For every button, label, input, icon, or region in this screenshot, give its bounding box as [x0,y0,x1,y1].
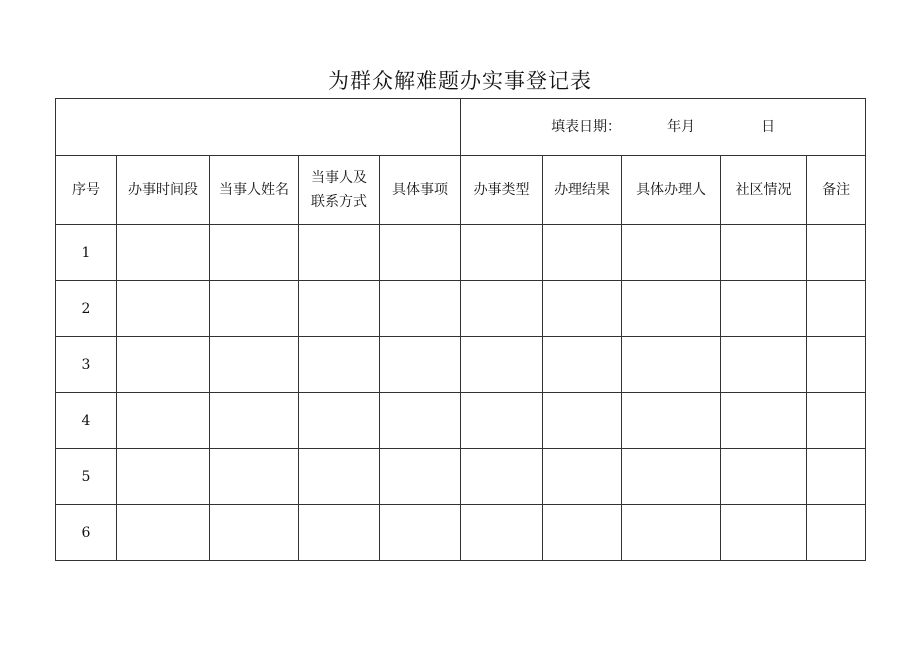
cell-contact[interactable] [299,337,380,393]
cell-community[interactable] [721,337,807,393]
cell-community[interactable] [721,505,807,561]
table-row [56,505,866,561]
cell-name[interactable] [210,337,299,393]
cell-note[interactable] [807,337,866,393]
header-community: 社区情况 [721,156,807,225]
row-number: 4 [56,393,117,449]
cell-contact[interactable] [299,449,380,505]
cell-item[interactable] [380,281,461,337]
cell-type[interactable] [461,505,543,561]
header-result: 办理结果 [543,156,622,225]
cell-community[interactable] [721,393,807,449]
header-note: 备注 [807,156,866,225]
cell-type[interactable] [461,449,543,505]
cell-result[interactable] [543,505,622,561]
cell-name[interactable] [210,225,299,281]
cell-result[interactable] [543,225,622,281]
cell-handler[interactable] [622,225,721,281]
header-contact-line1: 当事人及 [311,170,367,186]
fill-date-year-month: 年月 [667,119,696,135]
header-time: 办事时间段 [117,156,210,225]
cell-note[interactable] [807,393,866,449]
cell-result[interactable] [543,393,622,449]
cell-result[interactable] [543,337,622,393]
cell-item[interactable] [380,505,461,561]
row-number: 3 [56,337,117,393]
row-number: 2 [56,281,117,337]
cell-name[interactable] [210,393,299,449]
cell-time[interactable] [117,337,210,393]
header-type: 办事类型 [461,156,543,225]
table-row [56,225,866,281]
cell-time[interactable] [117,449,210,505]
fill-date-day: 日 [761,119,776,135]
cell-contact[interactable] [299,393,380,449]
header-item: 具体事项 [380,156,461,225]
cell-note[interactable] [807,281,866,337]
fill-date-cell[interactable] [461,99,866,156]
cell-name[interactable] [210,281,299,337]
header-seq: 序号 [56,156,117,225]
cell-handler[interactable] [622,337,721,393]
table-row [56,337,866,393]
cell-item[interactable] [380,449,461,505]
cell-community[interactable] [721,225,807,281]
cell-type[interactable] [461,225,543,281]
header-contact-line2: 联系方式 [311,194,367,210]
cell-note[interactable] [807,505,866,561]
cell-handler[interactable] [622,281,721,337]
cell-item[interactable] [380,337,461,393]
page-title: 为群众解难题办实事登记表 [328,69,592,93]
cell-time[interactable] [117,281,210,337]
cell-handler[interactable] [622,393,721,449]
registration-table [55,98,866,561]
header-contact [299,156,380,225]
row-number: 1 [56,225,117,281]
row-number: 5 [56,449,117,505]
cell-result[interactable] [543,449,622,505]
cell-time[interactable] [117,505,210,561]
table-row [56,393,866,449]
cell-item[interactable] [380,225,461,281]
cell-item[interactable] [380,393,461,449]
header-handler: 具体办理人 [622,156,721,225]
cell-time[interactable] [117,393,210,449]
cell-type[interactable] [461,337,543,393]
cell-note[interactable] [807,449,866,505]
cell-name[interactable] [210,449,299,505]
cell-type[interactable] [461,281,543,337]
cell-contact[interactable] [299,281,380,337]
date-row [56,99,866,156]
cell-time[interactable] [117,225,210,281]
header-row [56,156,866,225]
cell-community[interactable] [721,449,807,505]
cell-handler[interactable] [622,505,721,561]
cell-contact[interactable] [299,505,380,561]
header-name: 当事人姓名 [210,156,299,225]
cell-name[interactable] [210,505,299,561]
table-row [56,449,866,505]
cell-handler[interactable] [622,449,721,505]
cell-community[interactable] [721,281,807,337]
cell-note[interactable] [807,225,866,281]
cell-type[interactable] [461,393,543,449]
fill-date-label: 填表日期： [551,119,622,135]
table-row [56,281,866,337]
blank-top-cell[interactable] [56,99,461,156]
row-number: 6 [56,505,117,561]
cell-contact[interactable] [299,225,380,281]
cell-result[interactable] [543,281,622,337]
